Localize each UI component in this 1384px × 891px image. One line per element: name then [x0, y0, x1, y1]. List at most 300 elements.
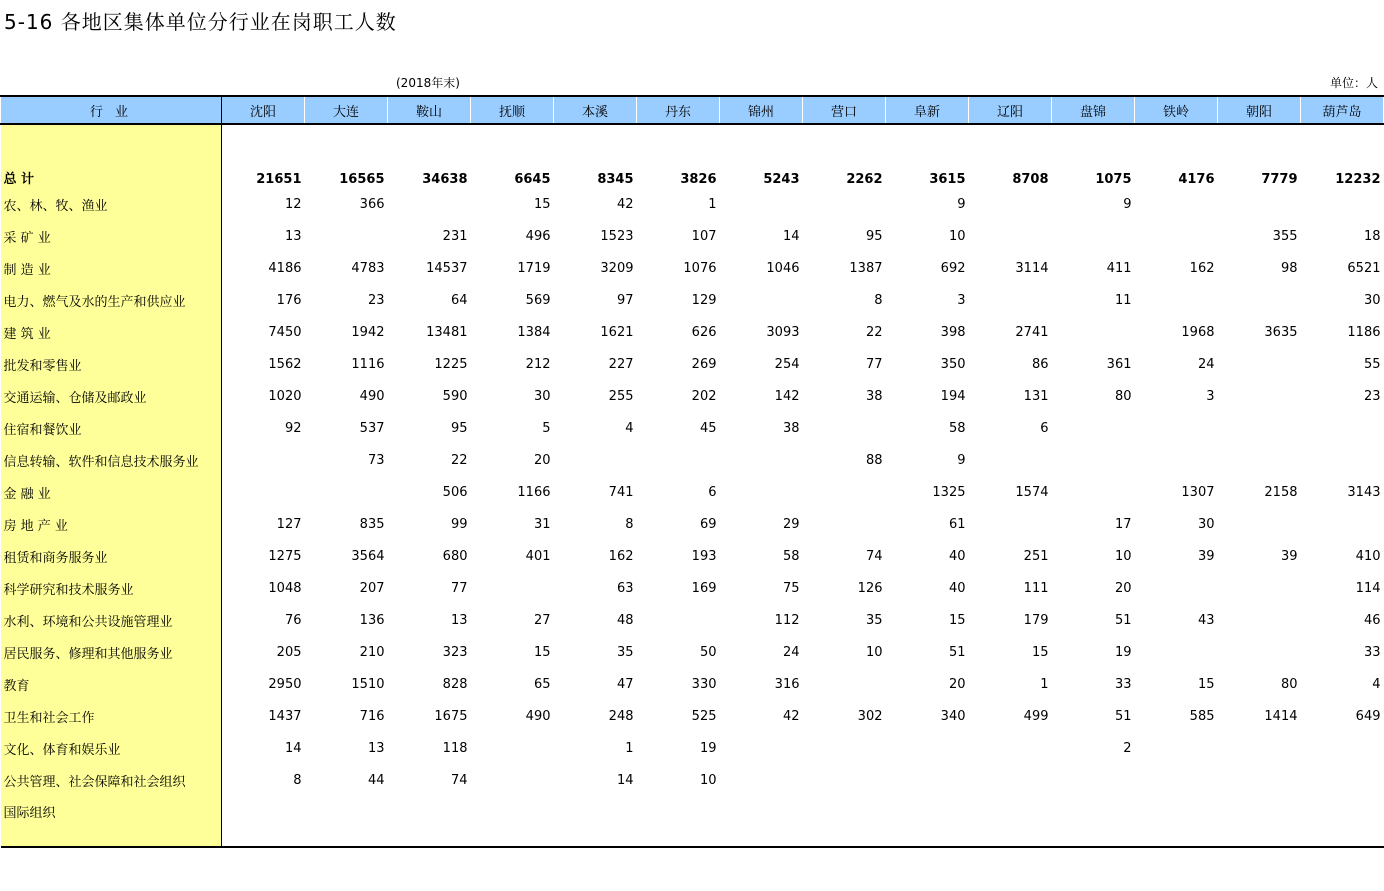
table-cell: 44: [367, 772, 385, 788]
table-cell: 24: [782, 644, 800, 660]
table-cell: 9: [957, 196, 966, 212]
table-cell: 5243: [763, 172, 800, 187]
table-cell: 1621: [600, 324, 634, 340]
table-cell: 45: [699, 420, 717, 436]
row-label: 教育: [1, 668, 222, 700]
table-cell: 42: [782, 708, 800, 724]
table-cell: 3143: [1347, 484, 1381, 500]
table-cell: 10: [699, 772, 717, 788]
table-row: [1, 604, 1384, 636]
table-cell: 499: [1023, 708, 1049, 724]
table-cell: 3564: [351, 548, 385, 564]
table-cell: 350: [940, 356, 966, 372]
table-cell: 46: [1363, 612, 1381, 628]
table-cell: [1135, 764, 1218, 796]
table-cell: 401: [525, 548, 551, 564]
table-cell: 3635: [1264, 324, 1298, 340]
table-cell: 2950: [268, 676, 302, 692]
table-cell: 1225: [434, 356, 468, 372]
table-cell: 16565: [339, 172, 385, 187]
spacer-cell: [1, 124, 222, 153]
table-row: [1, 220, 1384, 252]
column-header-region: 葫芦岛: [1301, 96, 1384, 124]
table-cell: 13: [367, 740, 385, 756]
table-cell: 411: [1106, 260, 1132, 276]
table-cell: 15: [1031, 644, 1049, 660]
row-label: 交通运输、仓储及邮政业: [1, 380, 222, 412]
table-cell: 3: [957, 292, 966, 308]
table-cell: 8: [293, 772, 302, 788]
table-cell: 1510: [351, 676, 385, 692]
table-cell: 248: [608, 708, 634, 724]
table-cell: 4186: [268, 260, 302, 276]
table-cell: [886, 796, 969, 847]
table-cell: 6: [1040, 420, 1049, 436]
table-cell: [803, 508, 886, 540]
table-cell: [222, 796, 305, 847]
table-cell: 127: [276, 516, 302, 532]
table-cell: [1052, 220, 1135, 252]
table-cell: 1942: [351, 324, 385, 340]
table-cell: 35: [865, 612, 883, 628]
table-cell: 2158: [1264, 484, 1298, 500]
table-cell: [1218, 732, 1301, 764]
table-cell: 92: [284, 420, 302, 436]
table-cell: 10: [948, 228, 966, 244]
table-cell: [1218, 636, 1301, 668]
table-cell: [222, 444, 305, 476]
table-cell: 11: [1114, 292, 1132, 308]
table-cell: [969, 764, 1052, 796]
table-cell: [305, 796, 388, 847]
spacer-cell: [1301, 124, 1384, 153]
table-cell: [1301, 732, 1384, 764]
row-label: 总 计: [1, 153, 222, 188]
table-cell: 126: [857, 580, 883, 596]
table-cell: 1: [625, 740, 634, 756]
table-cell: 1076: [683, 260, 717, 276]
table-cell: 74: [450, 772, 468, 788]
table-cell: 29: [782, 516, 800, 532]
row-label: 采 矿 业: [1, 220, 222, 252]
table-cell: 1116: [351, 356, 385, 372]
table-cell: 80: [1280, 676, 1298, 692]
table-row: [1, 700, 1384, 732]
table-cell: [1218, 188, 1301, 220]
table-cell: 55: [1363, 356, 1381, 372]
table-row: [1, 476, 1384, 508]
table-cell: [222, 476, 305, 508]
table-cell: 63: [616, 580, 634, 596]
table-cell: 10: [865, 644, 883, 660]
table-cell: 18: [1363, 228, 1381, 244]
table-cell: 355: [1272, 228, 1298, 244]
table-cell: 58: [782, 548, 800, 564]
table-cell: 8708: [1012, 172, 1049, 187]
row-label: 农、林、牧、渔业: [1, 188, 222, 220]
table-cell: 8: [874, 292, 883, 308]
table-cell: 194: [940, 388, 966, 404]
table-cell: [1135, 796, 1218, 847]
table-cell: 1414: [1264, 708, 1298, 724]
table-cell: 6: [708, 484, 717, 500]
table-cell: 1968: [1181, 324, 1215, 340]
table-cell: 1046: [766, 260, 800, 276]
spacer-cell: [388, 124, 471, 153]
table-cell: 98: [1280, 260, 1298, 276]
column-header-industry: 行 业: [1, 96, 222, 124]
table-cell: 118: [442, 740, 468, 756]
row-label: 制 造 业: [1, 252, 222, 284]
table-cell: 20: [1114, 580, 1132, 596]
table-cell: [803, 732, 886, 764]
table-cell: [1218, 284, 1301, 316]
table-cell: [803, 764, 886, 796]
table-cell: 302: [857, 708, 883, 724]
table-cell: 1562: [268, 356, 302, 372]
table-cell: [388, 188, 471, 220]
table-cell: [1301, 764, 1384, 796]
table-cell: 692: [940, 260, 966, 276]
table-cell: 5: [542, 420, 551, 436]
table-row: [1, 572, 1384, 604]
table-cell: 8345: [597, 172, 634, 187]
table-cell: 51: [1114, 612, 1132, 628]
table-cell: 3826: [680, 172, 717, 187]
table-cell: 490: [359, 388, 385, 404]
table-cell: [1301, 188, 1384, 220]
table-cell: [1218, 604, 1301, 636]
table-cell: [1052, 796, 1135, 847]
table-cell: 496: [525, 228, 551, 244]
table-cell: [388, 796, 471, 847]
table-cell: 129: [691, 292, 717, 308]
column-header-region: 朝阳: [1218, 96, 1301, 124]
table-cell: [471, 796, 554, 847]
table-cell: [803, 476, 886, 508]
table-cell: 112: [774, 612, 800, 628]
table-cell: [1218, 508, 1301, 540]
table-cell: 12: [284, 196, 302, 212]
table-cell: [1218, 764, 1301, 796]
table-cell: 23: [367, 292, 385, 308]
table-cell: [637, 604, 720, 636]
table-cell: 251: [1023, 548, 1049, 564]
table-cell: 179: [1023, 612, 1049, 628]
table-cell: 111: [1023, 580, 1049, 596]
page-title: 5-16 各地区集体单位分行业在岗职工人数: [4, 10, 397, 34]
table-cell: 35: [616, 644, 634, 660]
table-cell: 255: [608, 388, 634, 404]
table-cell: 88: [865, 452, 883, 468]
table-cell: 69: [699, 516, 717, 532]
table-cell: 58: [948, 420, 966, 436]
table-cell: [554, 796, 637, 847]
table-cell: 227: [608, 356, 634, 372]
table-cell: [1218, 380, 1301, 412]
table-cell: 3093: [766, 324, 800, 340]
table-cell: 38: [782, 420, 800, 436]
table-cell: 24: [1197, 356, 1215, 372]
table-row: [1, 508, 1384, 540]
spacer-cell: [720, 124, 803, 153]
row-label: 金 融 业: [1, 476, 222, 508]
table-row: [1, 764, 1384, 796]
table-cell: 269: [691, 356, 717, 372]
table-cell: 162: [1189, 260, 1215, 276]
table-cell: 73: [367, 452, 385, 468]
table-row: [1, 540, 1384, 572]
table-cell: 20: [533, 452, 551, 468]
table-cell: 585: [1189, 708, 1215, 724]
column-header-region: 辽阳: [969, 96, 1052, 124]
table-cell: [1218, 444, 1301, 476]
table-cell: 51: [1114, 708, 1132, 724]
table-row: [1, 444, 1384, 476]
table-cell: 75: [782, 580, 800, 596]
table-cell: 15: [533, 644, 551, 660]
table-cell: 680: [442, 548, 468, 564]
table-cell: 27: [533, 612, 551, 628]
table-cell: [471, 572, 554, 604]
table-cell: [1135, 284, 1218, 316]
spacer-cell: [1052, 124, 1135, 153]
table-cell: [471, 764, 554, 796]
table-row: [1, 412, 1384, 444]
table-cell: 626: [691, 324, 717, 340]
table-cell: 34638: [422, 172, 468, 187]
table-cell: 340: [940, 708, 966, 724]
table-cell: [969, 284, 1052, 316]
row-label: 文化、体育和娱乐业: [1, 732, 222, 764]
table-cell: 38: [865, 388, 883, 404]
table-cell: 74: [865, 548, 883, 564]
table-cell: 1325: [932, 484, 966, 500]
table-subtitle: (2018年末): [396, 76, 460, 90]
table-cell: [1135, 444, 1218, 476]
spacer-cell: [969, 124, 1052, 153]
table-cell: 95: [450, 420, 468, 436]
table-cell: 131: [1023, 388, 1049, 404]
table-cell: 9: [1123, 196, 1132, 212]
spacer-cell: [222, 124, 305, 153]
table-cell: 1048: [268, 580, 302, 596]
table-cell: 17: [1114, 516, 1132, 532]
table-cell: 366: [359, 196, 385, 212]
table-cell: 21651: [256, 172, 302, 187]
table-cell: 590: [442, 388, 468, 404]
table-cell: [471, 732, 554, 764]
table-cell: [305, 220, 388, 252]
column-header-region: 沈阳: [222, 96, 305, 124]
table-cell: [969, 444, 1052, 476]
table-cell: [720, 284, 803, 316]
table-cell: 8: [625, 516, 634, 532]
spacer-cell: [1135, 124, 1218, 153]
table-cell: 30: [533, 388, 551, 404]
table-cell: [1218, 412, 1301, 444]
table-cell: 6521: [1347, 260, 1381, 276]
table-cell: 3209: [600, 260, 634, 276]
table-cell: 99: [450, 516, 468, 532]
table-cell: [969, 220, 1052, 252]
table-cell: [1052, 476, 1135, 508]
table-cell: 1437: [268, 708, 302, 724]
row-label: 批发和零售业: [1, 348, 222, 380]
table-cell: [637, 796, 720, 847]
column-header-region: 锦州: [720, 96, 803, 124]
table-cell: [1052, 764, 1135, 796]
table-cell: 12232: [1335, 172, 1381, 187]
row-label: 电力、燃气及水的生产和供应业: [1, 284, 222, 316]
row-label: 卫生和社会工作: [1, 700, 222, 732]
table-cell: 1075: [1095, 172, 1132, 187]
table-cell: 43: [1197, 612, 1215, 628]
table-cell: 1307: [1181, 484, 1215, 500]
table-cell: 42: [616, 196, 634, 212]
table-cell: [1218, 572, 1301, 604]
table-cell: 1166: [517, 484, 551, 500]
data-table: [0, 95, 1384, 848]
table-cell: [803, 188, 886, 220]
table-cell: [803, 796, 886, 847]
column-header-region: 阜新: [886, 96, 969, 124]
table-cell: 4: [625, 420, 634, 436]
table-cell: 3615: [929, 172, 966, 187]
table-cell: 50: [699, 644, 717, 660]
table-cell: 136: [359, 612, 385, 628]
table-cell: 86: [1031, 356, 1049, 372]
spacer-cell: [886, 124, 969, 153]
unit-label: 单位：人: [1329, 76, 1378, 90]
table-cell: 40: [948, 580, 966, 596]
table-cell: 15: [948, 612, 966, 628]
table-cell: 330: [691, 676, 717, 692]
column-header-region: 丹东: [637, 96, 720, 124]
table-cell: 323: [442, 644, 468, 660]
column-header-region: 盘锦: [1052, 96, 1135, 124]
table-cell: [1052, 444, 1135, 476]
table-cell: 97: [616, 292, 634, 308]
table-cell: 212: [525, 356, 551, 372]
table-cell: 142: [774, 388, 800, 404]
table-cell: 231: [442, 228, 468, 244]
table-cell: 65: [533, 676, 551, 692]
table-cell: [720, 188, 803, 220]
table-cell: [886, 732, 969, 764]
table-cell: 1675: [434, 708, 468, 724]
table-row: [1, 316, 1384, 348]
table-row: [1, 732, 1384, 764]
row-label: 信息转输、软件和信息技术服务业: [1, 444, 222, 476]
table-cell: 1387: [849, 260, 883, 276]
table-cell: 13: [450, 612, 468, 628]
table-cell: [1135, 220, 1218, 252]
table-cell: 14: [616, 772, 634, 788]
table-cell: 14537: [426, 260, 468, 276]
table-cell: [1301, 412, 1384, 444]
table-cell: 162: [608, 548, 634, 564]
table-row: [1, 252, 1384, 284]
table-cell: 2262: [846, 172, 883, 187]
table-cell: 525: [691, 708, 717, 724]
table-cell: 64: [450, 292, 468, 308]
table-cell: 410: [1355, 548, 1381, 564]
column-header-region: 本溪: [554, 96, 637, 124]
table-cell: [1135, 572, 1218, 604]
table-cell: 48: [616, 612, 634, 628]
table-cell: [1301, 444, 1384, 476]
table-cell: 835: [359, 516, 385, 532]
table-cell: [886, 764, 969, 796]
table-cell: [1135, 636, 1218, 668]
table-cell: [720, 732, 803, 764]
row-label: 住宿和餐饮业: [1, 412, 222, 444]
table-cell: [1218, 348, 1301, 380]
column-header-region: 大连: [305, 96, 388, 124]
spacer-cell: [305, 124, 388, 153]
spacer-cell: [471, 124, 554, 153]
table-cell: 210: [359, 644, 385, 660]
table-row: [1, 636, 1384, 668]
column-header-region: 营口: [803, 96, 886, 124]
row-label: 居民服务、修理和其他服务业: [1, 636, 222, 668]
table-cell: [720, 444, 803, 476]
table-cell: [969, 188, 1052, 220]
row-label: 房 地 产 业: [1, 508, 222, 540]
row-label: 国际组织: [1, 796, 222, 847]
row-label: 科学研究和技术服务业: [1, 572, 222, 604]
table-cell: 4783: [351, 260, 385, 276]
table-cell: [720, 764, 803, 796]
table-cell: 19: [699, 740, 717, 756]
spacer-cell: [1218, 124, 1301, 153]
table-cell: 4176: [1178, 172, 1215, 187]
table-cell: 361: [1106, 356, 1132, 372]
table-cell: [1135, 412, 1218, 444]
table-cell: 1384: [517, 324, 551, 340]
table-cell: [803, 668, 886, 700]
table-cell: [969, 796, 1052, 847]
table-cell: 316: [774, 676, 800, 692]
table-cell: [969, 732, 1052, 764]
table-cell: [554, 444, 637, 476]
table-cell: 9: [957, 452, 966, 468]
table-cell: 569: [525, 292, 551, 308]
table-cell: [1135, 732, 1218, 764]
table-cell: 1: [1040, 676, 1049, 692]
table-row: [1, 668, 1384, 700]
table-cell: 51: [948, 644, 966, 660]
spacer-cell: [637, 124, 720, 153]
table-cell: 30: [1197, 516, 1215, 532]
table-cell: 15: [1197, 676, 1215, 692]
table-cell: 202: [691, 388, 717, 404]
table-cell: 14: [782, 228, 800, 244]
table-cell: 176: [276, 292, 302, 308]
table-cell: 77: [865, 356, 883, 372]
total-row: [1, 153, 1384, 188]
table-row: [1, 188, 1384, 220]
table-row: [1, 380, 1384, 412]
table-cell: [637, 444, 720, 476]
table-cell: 3114: [1015, 260, 1049, 276]
table-cell: [803, 412, 886, 444]
table-cell: 1719: [517, 260, 551, 276]
table-cell: 13481: [426, 324, 468, 340]
data-table-container: [0, 95, 1384, 848]
table-cell: 20: [948, 676, 966, 692]
